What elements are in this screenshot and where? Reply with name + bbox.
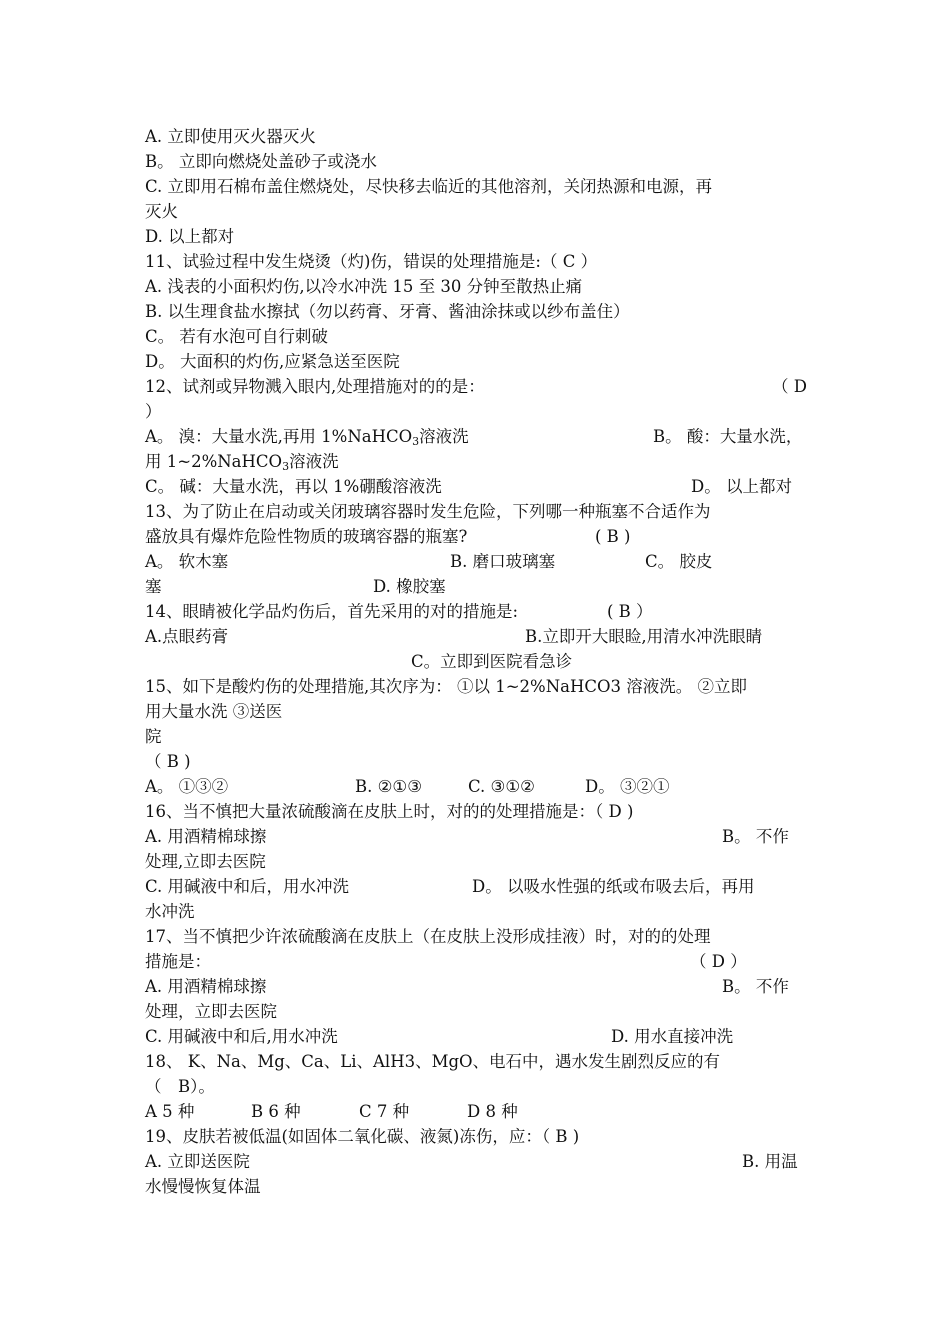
option-line	[145, 449, 810, 474]
option-line: D。 大面积的灼伤,应紧急送至医院	[145, 352, 400, 371]
question-16: 16、当不慎把大量浓硫酸滴在皮肤上时，对的的处理措施是：（ D )	[145, 802, 634, 821]
option-line: C. 立即用石棉布盖住燃烧处，尽快移去临近的其他溶剂，关闭热源和电源，再	[145, 177, 713, 196]
option-line: C。立即到医院看急诊	[411, 652, 573, 671]
option-line: A. 浅表的小面积灼伤,以冷水冲洗 15 至 30 分钟至散热止痛	[145, 277, 583, 296]
option-line: D. 以上都对	[145, 227, 235, 246]
option-line: A 5 种 B 6 种 C 7 种 D 8 种	[145, 1102, 518, 1121]
option-line: 水慢慢恢复体温	[145, 1177, 261, 1196]
question-15-cont: 用大量水洗 ③送医	[145, 702, 283, 721]
option-line: A。 溴：大量水洗,再用 1%NaHCO$_3$溶液洗 B。 酸：大量水洗，	[145, 424, 810, 449]
option-line: 灭火	[145, 202, 178, 221]
option-line: C。 若有水泡可自行刺破	[145, 327, 328, 346]
option-line: C. 用碱液中和后，用水冲洗 D。 以吸水性强的纸或布吸去后，再用	[145, 877, 755, 896]
question-17: 17、当不慎把少许浓硫酸滴在皮肤上（在皮肤上没形成挂液）时，对的的处理	[145, 927, 711, 946]
option-line: A. 用酒精棉球擦 B。 不作	[145, 827, 789, 846]
question-14: 14、眼睛被化学品灼伤后，首先采用的对的措施是: ( B ）	[145, 602, 653, 621]
question-12: 12、试剂或异物溅入眼内,处理措施对的的是： （ D	[145, 377, 807, 396]
option-line: 水冲洗	[145, 902, 195, 921]
question-13-cont: 盛放具有爆炸危险性物质的玻璃容器的瓶塞? ( B )	[145, 527, 631, 546]
option-line: A. 立即使用灭火器灭火	[145, 127, 316, 146]
question-15-cont: 院	[145, 727, 162, 746]
question-13: 13、为了防止在启动或关闭玻璃容器时发生危险，下列哪一种瓶塞不合适作为	[145, 502, 711, 521]
question-18: 18、 K、Na、Mg、Ca、Li、AlH3、MgO、电石中，遇水发生剧烈反应的有	[145, 1052, 721, 1071]
option-line: A。 软木塞 B. 磨口玻璃塞 C。 胶皮	[145, 552, 713, 571]
question-15: 15、如下是酸灼伤的处理措施,其次序为： ①以 1~2%NaHCO3 溶液洗。 ②立即	[145, 677, 748, 696]
option-line: A. 用酒精棉球擦 B。 不作	[145, 977, 789, 996]
question-18-cont: （ B）。	[145, 1077, 215, 1096]
option-b-cont: 用 1~2%NaHCO$_3$溶液洗	[145, 452, 339, 473]
question-11: 11、试验过程中发生烧烫（灼)伤，错误的处理措施是:（ C ）	[145, 252, 598, 271]
option-line: 塞 D. 橡胶塞	[145, 577, 446, 596]
option-a: A。 溴：大量水洗,再用 1%NaHCO$_3$溶液洗	[145, 427, 469, 448]
question-19: 19、皮肤若被低温(如固体二氧化碳、液氮)冻伤，应：（ B )	[145, 1127, 580, 1146]
question-12-cont: ）	[145, 402, 162, 421]
question-17-cont: 措施是： （ D ）	[145, 952, 747, 971]
option-line: B。 立即向燃烧处盖砂子或浇水	[145, 152, 377, 171]
option-line: A. 立即送医院 B. 用温	[145, 1152, 798, 1171]
answer-line: （ B )	[145, 752, 191, 771]
option-line: 处理,立即去医院	[145, 852, 266, 871]
option-line: B. 以生理食盐水擦拭（勿以药膏、牙膏、酱油涂抹或以纱布盖住）	[145, 302, 630, 321]
option-line: C。 碱：大量水洗，再以 1%硼酸溶液洗 D。 以上都对	[145, 477, 792, 496]
option-line: A。 ①③② B. ②①③ C. ③①② D。 ③②①	[145, 777, 670, 796]
option-line: 处理，立即去医院	[145, 1002, 277, 1021]
option-line: C. 用碱液中和后,用水冲洗 D. 用水直接冲洗	[145, 1027, 734, 1046]
option-line: A.点眼药膏 B.立即开大眼睑,用清水冲洗眼睛	[145, 627, 763, 646]
